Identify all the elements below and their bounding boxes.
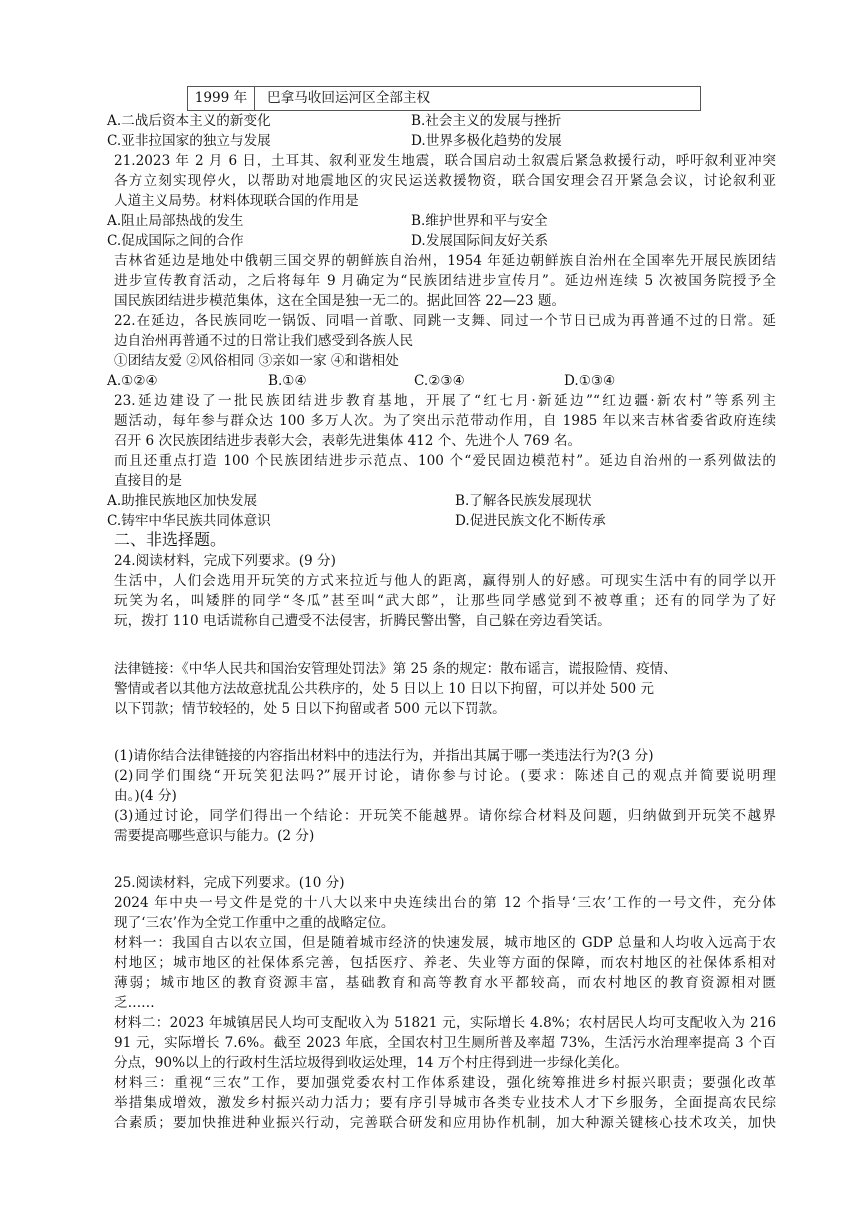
q24-material-line3: 玩，拨打 110 电话谎称自己遭受不法侵害，折腾民警出警，自己躲在旁边看笑话。 bbox=[114, 613, 611, 629]
q25-material1-line2: 村地区；城市地区的社保体系完善，包括医疗、养老、失业等方面的保障，而农村地区的社保体系相对 bbox=[114, 955, 776, 971]
q22-option-c: C.②③④ bbox=[414, 373, 465, 389]
q24-sub1: (1)请你结合法律链接的内容指出材料中的违法行为，并指出其属于哪一类违法行为?(3 分) bbox=[114, 748, 654, 764]
q25-material2-line2: 91 元，实际增长 7.6%。截至 2023 年底，全国农村卫生厕所普及率超 73%，生活污水治理率提高 3 个百 bbox=[114, 1035, 776, 1051]
q22-stem-line2: 边自治州再普通不过的日常让我们感受到各族人民 bbox=[114, 333, 414, 349]
q24-sub3-line2: 需要提高哪些意识与能力。(2 分) bbox=[114, 828, 315, 844]
q24-law-line1: 法律链接：《中华人民共和国治安管理处罚法》第 25 条的规定：散布谣言，谎报险情、疫情、 bbox=[114, 661, 677, 677]
q25-heading: 25.阅读材料，完成下列要求。(10 分) bbox=[114, 875, 345, 891]
intro-line2: 进步宣传教育活动，之后将每年 9 月确定为“民族团结进步宣传月”。延边州连续 5 次被国务院授予全 bbox=[114, 273, 776, 289]
q23-stem-line3: 召开 6 次民族团结进步表彰大会，表彰先进集体 412 个、先进个人 769 名。 bbox=[114, 433, 582, 449]
q21-stem-line1: 21.2023 年 2 月 6 日，土耳其、叙利亚发生地震，联合国启动土叙震后紧急救援行动，呼吁叙利亚冲突 bbox=[114, 153, 776, 169]
table-year-cell: 1999 年 bbox=[188, 87, 255, 110]
q21-option-a: A.阻止局部热战的发生 bbox=[107, 213, 244, 229]
q23-option-d: D.促进民族文化不断传承 bbox=[455, 513, 606, 529]
q22-stem-line1: 22.在延边，各民族同吃一锅饭、同唱一首歌、同跳一支舞、同过一个节日已成为再普通不过的日常。延 bbox=[114, 313, 776, 329]
q24-sub2-line1: (2)同学们围绕“开玩笑犯法吗?”展开讨论，请你参与讨论。(要求：陈述自己的观点并简要说明理 bbox=[114, 768, 776, 784]
q21-option-c: C.促成国际之间的合作 bbox=[107, 233, 244, 249]
q20-option-b: B.社会主义的发展与挫折 bbox=[411, 113, 562, 129]
q20-option-d: D.世界多极化趋势的发展 bbox=[411, 133, 562, 149]
q21-stem-line3: 人道主义局势。材料体现联合国的作用是 bbox=[114, 193, 359, 209]
table-event-cell: 巴拿马收回运河区全部主权 bbox=[267, 90, 431, 106]
q21-stem-line2: 各方立刻实现停火，以帮助对地震地区的灾民运送救援物资，联合国安理会召开紧急会议，讨论叙利亚 bbox=[114, 173, 776, 189]
q22-option-d: D.①③④ bbox=[564, 373, 616, 389]
q22-statements: ①团结友爱 ②风俗相同 ③亲如一家 ④和谐相处 bbox=[114, 353, 399, 369]
q23-option-b: B.了解各民族发展现状 bbox=[455, 493, 592, 509]
q25-material1-line1: 材料一：我国自古以农立国，但是随着城市经济的快速发展，城市地区的 GDP 总量和人均收入远高于农 bbox=[114, 935, 776, 951]
q25-material2-line1: 材料二：2023 年城镇居民人均可支配收入为 51821 元，实际增长 4.8%；农村居民人均可支配收入为 216 bbox=[114, 1015, 776, 1031]
q24-material-line2: 玩笑为名，叫矮胖的同学“冬瓜”甚至叫“武大郎”，让那些同学感觉到不被尊重；还有的同学为了好 bbox=[114, 593, 776, 609]
section-heading: 二、非选择题。 bbox=[114, 530, 227, 549]
intro-line3: 国民族团结进步模范集体，这在全国是独一无二的。据此回答 22—23 题。 bbox=[114, 293, 566, 309]
q25-material3-line3: 合素质；要加快推进种业振兴行动，完善联合研发和应用协作机制，加大种源关键核心技术攻关，加快 bbox=[114, 1115, 776, 1131]
q25-material2-line3: 分点，90%以上的行政村生活垃圾得到收运处理，14 万个村庄得到进一步绿化美化。 bbox=[114, 1055, 629, 1071]
q21-option-d: D.发展国际间友好关系 bbox=[411, 233, 549, 249]
q25-preface-line1: 2024 年中央一号文件是党的十八大以来中央连续出台的第 12 个指导‘三农’工作的一号文件，充分体 bbox=[114, 895, 776, 911]
q25-preface-line2: 现了‘三农’作为全党工作重中之重的战略定位。 bbox=[114, 915, 395, 931]
q25-material3-line2: 举措集成增效，激发乡村振兴动力活力；要有序引导城市各类专业技术人才下乡服务，全面提高农民综 bbox=[114, 1095, 776, 1111]
q23-option-c: C.铸牢中华民族共同体意识 bbox=[107, 513, 271, 529]
q22-option-a: A.①②④ bbox=[107, 373, 158, 389]
q24-sub2-line2: 由。)(4 分) bbox=[114, 788, 177, 804]
q24-sub3-line1: (3)通过讨论，同学们得出一个结论：开玩笑不能越界。请你综合材料及问题，归纳做到开玩笑不越界 bbox=[114, 808, 776, 824]
q23-stem-line5: 直接目的是 bbox=[114, 473, 182, 489]
q25-material1-line3: 薄弱；城市地区的教育资源丰富，基础教育和高等教育水平都较高，而农村地区的教育资源相对匮 bbox=[114, 975, 776, 991]
q24-law-line3: 以下罚款；情节较轻的，处 5 日以下拘留或者 500 元以下罚款。 bbox=[114, 701, 506, 717]
q23-stem-line2: 题活动，每年参与群众达 100 多万人次。为了突出示范带动作用，自 1985 年以来吉林省委省政府连续 bbox=[114, 413, 776, 429]
q25-material1-line4: 乏…… bbox=[114, 995, 155, 1011]
q23-stem-line4: 而且还重点打造 100 个民族团结进步示范点、100 个“爱民固边模范村”。延边自治州的一系列做法的 bbox=[114, 453, 776, 469]
q23-option-a: A.助推民族地区加快发展 bbox=[107, 493, 258, 509]
q20-option-c: C.亚非拉国家的独立与发展 bbox=[107, 133, 271, 149]
intro-line1: 吉林省延边是地处中俄朝三国交界的朝鲜族自治州，1954 年延边朝鲜族自治州在全国率先开展民族团结 bbox=[114, 253, 776, 269]
q20-option-a: A.二战后资本主义的新变化 bbox=[107, 113, 271, 129]
q22-option-b: B.①④ bbox=[268, 373, 307, 389]
q23-stem-line1: 23.延边建设了一批民族团结进步教育基地，开展了“红七月·新延边”“红边疆·新农村”等系列主 bbox=[114, 393, 776, 409]
history-table bbox=[187, 86, 701, 111]
q24-heading: 24.阅读材料，完成下列要求。(9 分) bbox=[114, 553, 336, 569]
q25-material3-line1: 材料三：重视“三农”工作，要加强党委农村工作体系建设，强化统筹推进乡村振兴职责；要强化改革 bbox=[114, 1075, 776, 1091]
q24-material-line1: 生活中，人们会选用开玩笑的方式来拉近与他人的距离，赢得别人的好感。可现实生活中有的同学以开 bbox=[114, 573, 776, 589]
q21-option-b: B.维护世界和平与安全 bbox=[411, 213, 548, 229]
q24-law-line2: 警情或者以其他方法故意扰乱公共秩序的，处 5 日以上 10 日以下拘留，可以并处 500 元 bbox=[114, 681, 655, 697]
